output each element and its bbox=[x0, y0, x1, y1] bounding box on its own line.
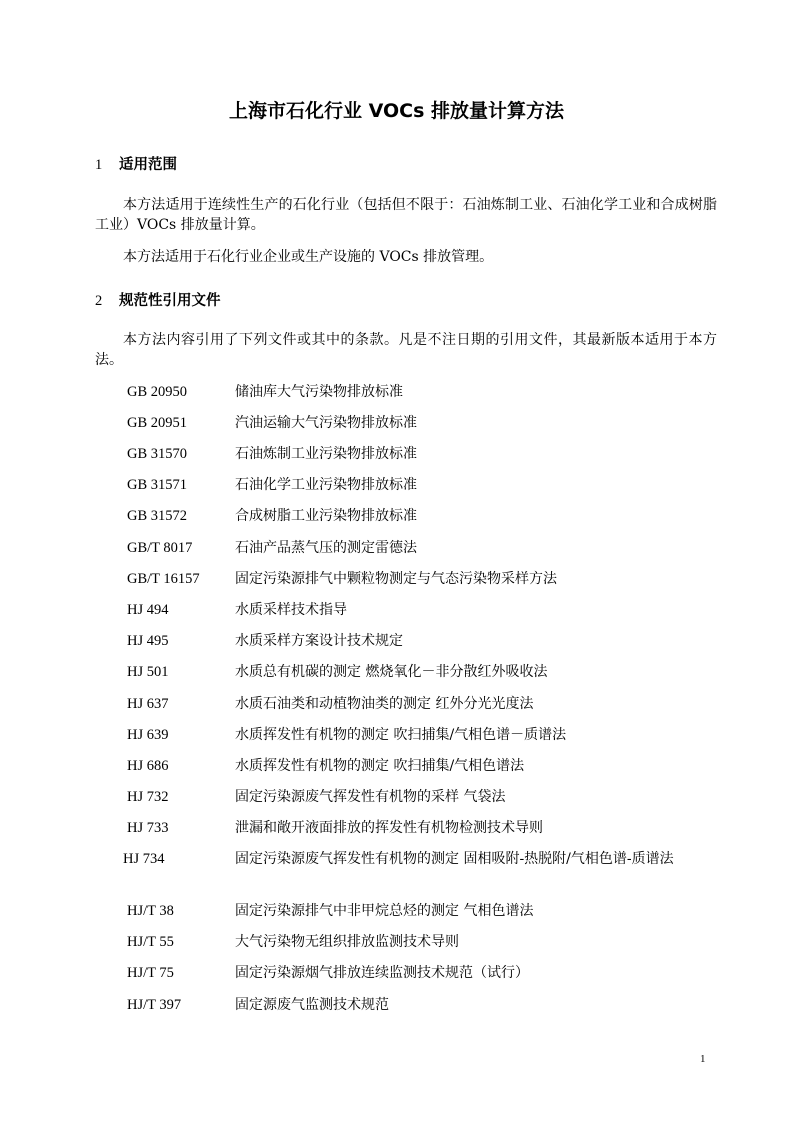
reference-name: 大气污染物无组织排放监测技术导则 bbox=[235, 934, 459, 950]
section-number: 1 bbox=[95, 157, 103, 173]
reference-name: 石油产品蒸气压的测定雷德法 bbox=[235, 540, 417, 556]
reference-item bbox=[0, 818, 793, 838]
reference-code: GB/T 8017 bbox=[127, 540, 193, 556]
paragraph-scope-management: 本方法适用于石化行业企业或生产设施的 VOCs 排放管理。 bbox=[123, 249, 494, 265]
reference-name: 固定源废气监测技术规范 bbox=[235, 997, 389, 1013]
reference-item bbox=[0, 475, 793, 495]
reference-code: HJ/T 75 bbox=[127, 965, 174, 981]
reference-name: 储油库大气污染物排放标准 bbox=[235, 384, 403, 400]
reference-code: GB 20951 bbox=[127, 415, 188, 431]
reference-code: HJ 637 bbox=[127, 696, 169, 712]
page-number: 1 bbox=[700, 1053, 706, 1065]
reference-item bbox=[0, 444, 793, 464]
reference-code: GB 31571 bbox=[127, 477, 188, 493]
paragraph-references-intro: 本方法内容引用了下列文件或其中的条款。凡是不注日期的引用文件，其最新版本适用于本方法。 bbox=[95, 332, 717, 368]
reference-item bbox=[0, 849, 793, 889]
section-heading-2 bbox=[95, 289, 221, 310]
reference-item bbox=[0, 538, 793, 558]
reference-name: 固定污染源废气挥发性有机物的采样 气袋法 bbox=[235, 789, 506, 805]
reference-name: 水质采样方案设计技术规定 bbox=[235, 633, 403, 649]
reference-item bbox=[0, 506, 793, 526]
reference-name: 固定污染源废气挥发性有机物的测定 固相吸附-热脱附/气相色谱-质谱法 bbox=[235, 851, 674, 867]
reference-name: 合成树脂工业污染物排放标准 bbox=[235, 508, 417, 524]
reference-code: HJ 732 bbox=[127, 789, 169, 805]
reference-item bbox=[0, 600, 793, 620]
reference-item bbox=[0, 995, 793, 1015]
section-title: 规范性引用文件 bbox=[119, 293, 221, 309]
section-number: 2 bbox=[95, 293, 103, 309]
reference-code: HJ 501 bbox=[127, 664, 169, 680]
reference-item bbox=[0, 901, 793, 921]
reference-name: 水质挥发性有机物的测定 吹扫捕集/气相色谱法 bbox=[235, 758, 525, 774]
reference-name: 水质采样技术指导 bbox=[235, 602, 347, 618]
reference-name: 汽油运输大气污染物排放标准 bbox=[235, 415, 417, 431]
reference-code: GB 31570 bbox=[127, 446, 188, 462]
reference-name: 水质总有机碳的测定 燃烧氧化－非分散红外吸收法 bbox=[235, 664, 548, 680]
reference-name: 泄漏和敞开液面排放的挥发性有机物检测技术导则 bbox=[235, 820, 543, 836]
reference-item bbox=[0, 662, 793, 682]
reference-code: HJ 686 bbox=[127, 758, 169, 774]
reference-name: 水质挥发性有机物的测定 吹扫捕集/气相色谱－质谱法 bbox=[235, 727, 567, 743]
reference-code: HJ 495 bbox=[127, 633, 169, 649]
section-heading-1 bbox=[95, 153, 177, 174]
reference-name: 水质石油类和动植物油类的测定 红外分光光度法 bbox=[235, 696, 534, 712]
reference-item bbox=[0, 631, 793, 651]
reference-code: HJ 734 bbox=[123, 851, 165, 867]
paragraph-scope: 本方法适用于连续性生产的石化行业（包括但不限于：石油炼制工业、石油化学工业和合成树脂工业）VOCs 排放量计算。 bbox=[95, 197, 717, 233]
reference-code: HJ 494 bbox=[127, 602, 169, 618]
reference-code: GB 20950 bbox=[127, 384, 188, 400]
reference-item bbox=[0, 963, 793, 983]
reference-name: 固定污染源排气中颗粒物测定与气态污染物采样方法 bbox=[235, 571, 557, 587]
reference-item bbox=[0, 725, 793, 745]
reference-item bbox=[0, 932, 793, 952]
reference-item bbox=[0, 694, 793, 714]
reference-item bbox=[0, 382, 793, 402]
reference-code: GB/T 16157 bbox=[127, 571, 200, 587]
document-title: 上海市石化行业 VOCs 排放量计算方法 bbox=[228, 100, 564, 122]
reference-name: 石油炼制工业污染物排放标准 bbox=[235, 446, 417, 462]
reference-item bbox=[0, 756, 793, 776]
reference-code: HJ/T 55 bbox=[127, 934, 174, 950]
reference-name: 固定污染源烟气排放连续监测技术规范（试行） bbox=[235, 965, 529, 981]
reference-code: GB 31572 bbox=[127, 508, 188, 524]
reference-code: HJ/T 397 bbox=[127, 997, 182, 1013]
reference-name: 固定污染源排气中非甲烷总烃的测定 气相色谱法 bbox=[235, 903, 534, 919]
reference-item bbox=[0, 413, 793, 433]
section-title: 适用范围 bbox=[119, 157, 177, 173]
reference-item bbox=[0, 787, 793, 807]
reference-code: HJ 733 bbox=[127, 820, 169, 836]
reference-code: HJ 639 bbox=[127, 727, 169, 743]
reference-code: HJ/T 38 bbox=[127, 903, 174, 919]
reference-name: 石油化学工业污染物排放标准 bbox=[235, 477, 417, 493]
reference-item bbox=[0, 569, 793, 589]
